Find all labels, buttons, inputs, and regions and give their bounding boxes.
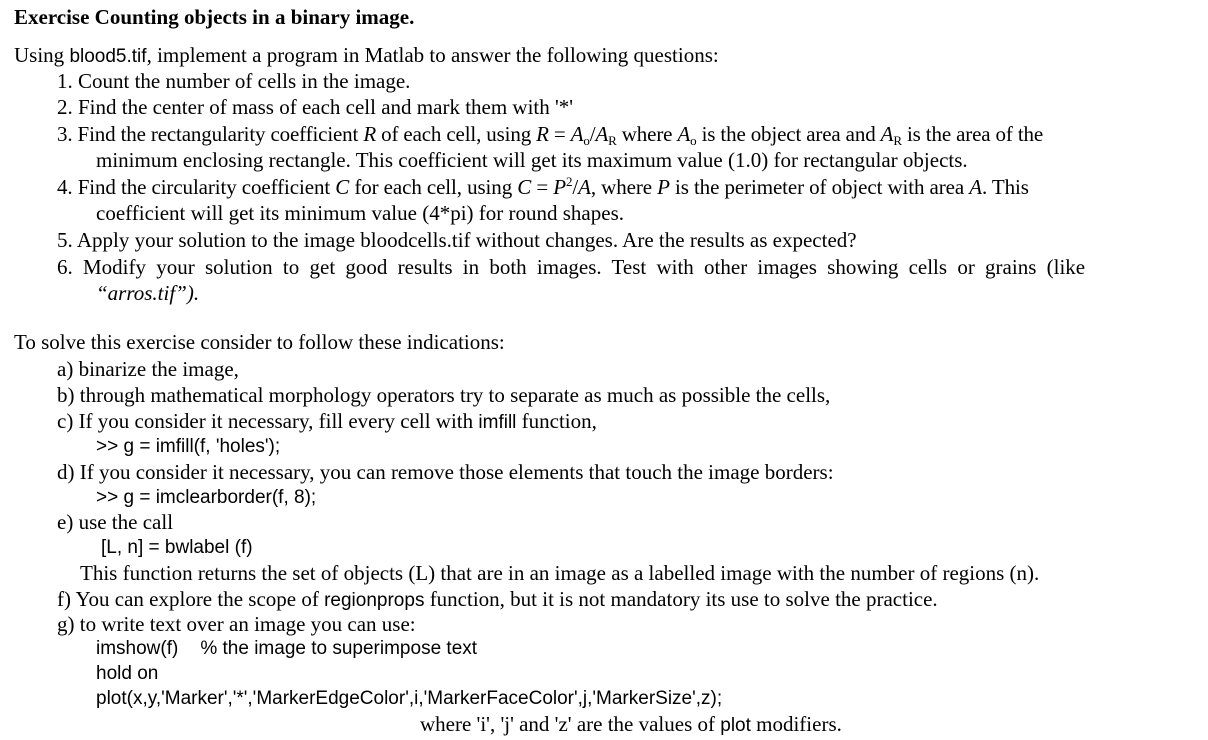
- indication-c-text: c) If you consider it necessary, fill every cell with: [57, 409, 479, 433]
- q4-symbol: P: [657, 175, 670, 199]
- plot-note-text: where 'i', 'j' and 'z' are the values of: [420, 712, 721, 736]
- q3-subscript: o: [583, 133, 590, 148]
- q3-subscript: R: [893, 133, 902, 148]
- q3-text: is the area of the: [901, 122, 1044, 146]
- q4-symbol: C: [517, 175, 532, 199]
- indications-intro: To solve this exercise consider to follow these indications:: [14, 330, 505, 354]
- question-5: 5. Apply your solution to the image bloodcells.tif without changes. Are the results as expected?: [57, 228, 857, 252]
- q4-text: =: [531, 175, 554, 199]
- question-2: 2. Find the center of mass of each cell and mark them with '*': [57, 95, 574, 119]
- q3-subscript: o: [690, 133, 697, 148]
- code-bwlabel: [L, n] = bwlabel (f): [101, 537, 253, 558]
- code-comment: % the image to superimpose text: [200, 638, 478, 659]
- code-plot: plot(x,y,'Marker','*','MarkerEdgeColor',i,'MarkerFaceColor',j,'MarkerSize',z);: [96, 688, 723, 709]
- q4-symbol: P: [553, 175, 566, 199]
- function-name: imfill: [478, 412, 517, 433]
- q3-text: /: [589, 122, 596, 146]
- q3-text: 3. Find the rectangularity coefficient: [57, 122, 364, 146]
- question-3-continuation: minimum enclosing rectangle. This coefficient will get its maximum value (1.0) for rectangular objects.: [96, 148, 968, 172]
- q3-text: where: [616, 122, 678, 146]
- question-3: [57, 121, 1043, 147]
- indication-c: [57, 408, 597, 436]
- code-imclearborder: >> g = imclearborder(f, 8);: [96, 487, 317, 508]
- q4-superscript: 2: [565, 174, 573, 189]
- intro-text-2: , implement a program in Matlab to answer the following questions:: [146, 43, 719, 67]
- intro-filename: blood5.tif: [69, 46, 147, 67]
- function-name: regionprops: [324, 590, 425, 611]
- indication-e: e) use the call: [57, 510, 174, 534]
- q4-text: . This: [982, 175, 1029, 199]
- q3-symbol: A: [677, 122, 691, 146]
- question-4: [57, 174, 1029, 200]
- q4-text: /: [572, 175, 579, 199]
- indication-f-text: function, but it is not mandatory its use to solve the practice.: [424, 587, 938, 611]
- q3-text: is the object area and: [696, 122, 881, 146]
- q3-symbol: R: [363, 122, 377, 146]
- indication-f-text: f) You can explore the scope of: [57, 587, 325, 611]
- function-name: plot: [720, 715, 751, 736]
- q3-text: =: [548, 122, 571, 146]
- q4-text: 4. Find the circularity coefficient: [57, 175, 336, 199]
- indication-c-text: function,: [516, 409, 597, 433]
- indication-e-description: This function returns the set of objects (L) that are in an image as a labelled image with the number of regions (n).: [80, 561, 1040, 585]
- q3-subscript: R: [608, 133, 617, 148]
- indication-b: b) through mathematical morphology operators try to separate as much as possible the cells,: [57, 383, 831, 407]
- intro-text: Using: [14, 43, 70, 67]
- plot-note-text: modifiers.: [750, 712, 842, 736]
- intro-paragraph: [14, 42, 719, 70]
- q3-symbol: A: [880, 122, 894, 146]
- q3-symbol: R: [536, 122, 549, 146]
- indication-a: a) binarize the image,: [57, 357, 239, 381]
- code-text: imshow(f): [96, 638, 179, 659]
- code-imfill: >> g = imfill(f, 'holes');: [96, 436, 281, 457]
- plot-note: [420, 711, 842, 739]
- q4-symbol: C: [335, 175, 350, 199]
- q4-text: , where: [590, 175, 658, 199]
- question-1: 1. Count the number of cells in the image.: [57, 69, 411, 93]
- question-6: 6. Modify your solution to get good results in both images. Test with other images showing cells or grains (like: [57, 255, 1086, 279]
- question-6-continuation: “arros.tif”).: [96, 281, 200, 305]
- indication-f: [57, 586, 938, 614]
- question-4-continuation: coefficient will get its minimum value (4*pi) for round shapes.: [96, 201, 624, 225]
- q3-symbol: A: [570, 122, 584, 146]
- q4-symbol: A: [969, 175, 982, 199]
- q4-text: is the perimeter of object with area: [669, 175, 970, 199]
- indication-d: d) If you consider it necessary, you can remove those elements that touch the image borders:: [57, 460, 834, 484]
- q3-symbol: A: [595, 122, 609, 146]
- q3-text: of each cell, using: [376, 122, 537, 146]
- indication-g: g) to write text over an image you can use:: [57, 612, 416, 636]
- exercise-title: Exercise Counting objects in a binary image.: [14, 5, 415, 29]
- code-imshow: [96, 636, 477, 662]
- q4-text: for each cell, using: [349, 175, 518, 199]
- q4-symbol: A: [578, 175, 591, 199]
- code-hold-on: hold on: [96, 663, 159, 684]
